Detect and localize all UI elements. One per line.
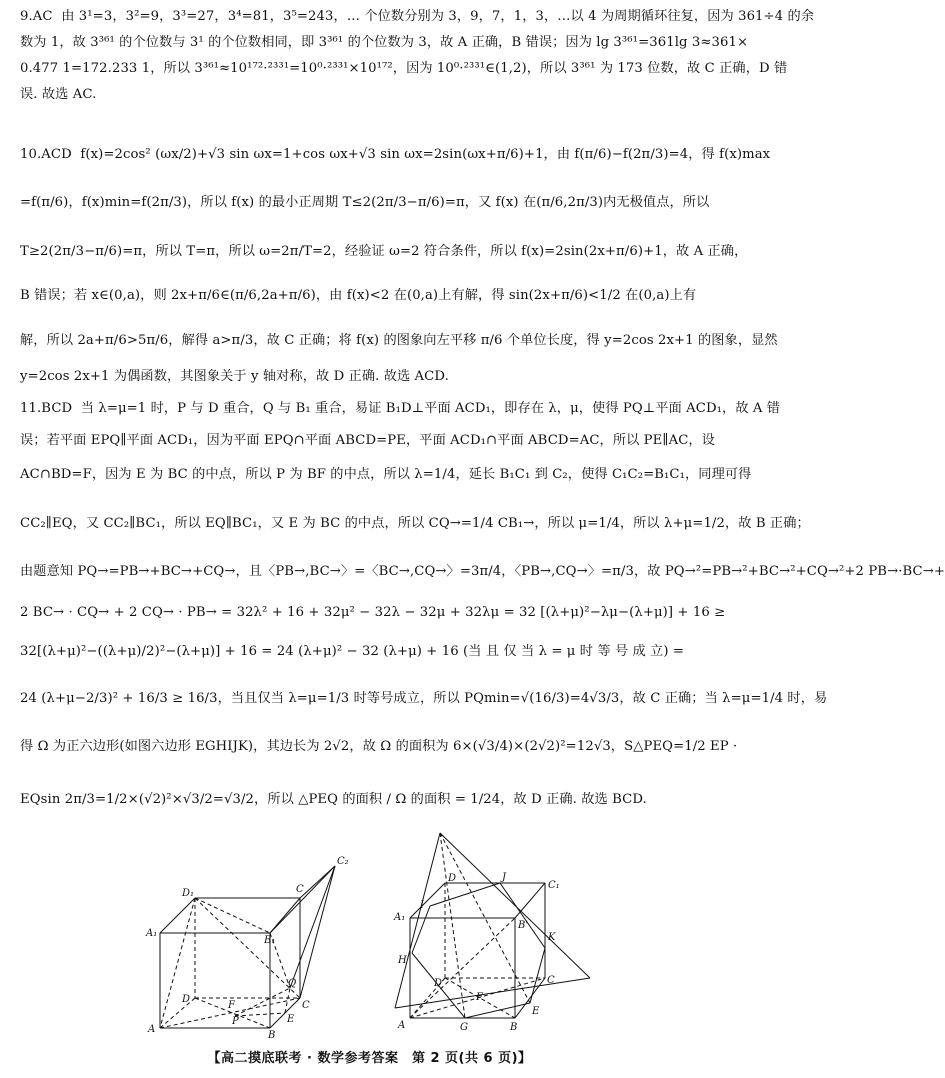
right-label-b1: B' bbox=[518, 920, 529, 931]
right-label-c: C bbox=[547, 975, 555, 986]
problem-10-line-6: y=2cos 2x+1 为偶函数，其图象关于 y 轴对称，故 D 正确. 故选 ACD. bbox=[20, 369, 449, 384]
problem-9-line-2: 数为 1，故 3³⁶¹ 的个位数与 3¹ 的个位数相同，即 3³⁶¹ 的个位数为 3，故 A 正确，B 错误；因为 lg 3³⁶¹=361lg 3≈361× bbox=[20, 35, 749, 50]
right-label-h: H bbox=[398, 955, 407, 966]
right-label-a: A bbox=[398, 1020, 406, 1031]
right-label-i: I bbox=[420, 900, 424, 911]
figure-right-cube bbox=[390, 828, 600, 1043]
left-label-e: E bbox=[287, 1014, 295, 1025]
problem-11-line-2: 误；若平面 EPQ∥平面 ACD₁，因为平面 EPQ∩平面 ABCD=PE，平面 ACD₁∩平面 ABCD=AC，所以 PE∥AC，设 bbox=[20, 433, 715, 448]
problem-11-line-3: AC∩BD=F，因为 E 为 BC 的中点，所以 P 为 BF 的中点，所以 λ=1/4，延长 B₁C₁ 到 C₂，使得 C₁C₂=B₁C₁，同理可得 bbox=[20, 467, 752, 482]
left-label-c2: C₂ bbox=[337, 856, 349, 867]
right-label-d1: D bbox=[448, 873, 457, 884]
figure-right-svg bbox=[390, 828, 600, 1043]
right-label-a1: A₁ bbox=[394, 912, 406, 923]
problem-11-line-10: EQsin 2π/3=1/2×(√2)²×√3/2=√3/2，所以 △PEQ 的面积 / Ω 的面积 = 1/24，故 D 正确. 故选 BCD. bbox=[20, 792, 647, 807]
right-label-g: G bbox=[460, 1022, 468, 1033]
right-label-k: K bbox=[548, 932, 556, 943]
problem-9-line-1: 9.AC 由 3¹=3，3²=9，3³=27，3⁴=81，3⁵=243，… 个位数分别为 3，9，7，1，3，…以 4 为周期循环往复，因为 361÷4 的余 bbox=[20, 9, 815, 24]
problem-10-line-3: T≥2(2π/3−π/6)=π，所以 T=π，所以 ω=2π/T=2，经验证 ω=2 符合条件，所以 f(x)=2sin(2x+π/6)+1，故 A 正确， bbox=[20, 244, 748, 259]
figure-left-cube bbox=[140, 828, 380, 1043]
problem-9-number: 9. bbox=[20, 9, 33, 24]
problem-9-answer: AC bbox=[32, 9, 53, 24]
problem-9-line-3: 0.477 1=172.233 1，所以 3³⁶¹≈10¹⁷²·²³³¹=10⁰·²³³¹×10¹⁷²，因为 10⁰·²³³¹∈(1,2)，所以 3³⁶¹ 为 173 位数，故 C 正确，D 错 bbox=[20, 61, 788, 76]
problem-11-line-5: 由题意知 PQ→=PB→+BC→+CQ→，且〈PB→,BC→〉=〈BC→,CQ→〉=3π/4，〈PB→,CQ→〉=π/3，故 PQ→²=PB→²+BC→²+CQ→²+2 PB→·BC→+ bbox=[20, 564, 945, 579]
problem-11-line-6: 2 BC→ · CQ→ + 2 CQ→ · PB→ = 32λ² + 16 + 32μ² − 32λ − 32μ + 32λμ = 32 [(λ+μ)²−λμ−(λ+μ)] + 16 ≥ bbox=[20, 605, 726, 620]
problem-10-line-4: B 错误；若 x∈(0,a)，则 2x+π/6∈(π/6,2a+π/6)，由 f(x)<2 在(0,a)上有解，得 sin(2x+π/6)<1/2 在(0,a)上有 bbox=[20, 288, 697, 303]
left-label-q: Q bbox=[288, 978, 297, 989]
problem-10-line-2: =f(π/6)，f(x)min=f(2π/3)，所以 f(x) 的最小正周期 T≤2(2π/3−π/6)=π，又 f(x) 在(π/6,2π/3)内无极值点，所以 bbox=[20, 195, 710, 210]
figures bbox=[0, 828, 739, 1043]
left-label-b: B bbox=[268, 1030, 276, 1041]
figure-left-svg bbox=[140, 828, 380, 1043]
left-label-d: D bbox=[182, 994, 191, 1005]
right-label-d: D bbox=[434, 978, 443, 989]
right-label-c1: C₁ bbox=[548, 880, 560, 891]
left-label-b1: B₁ bbox=[264, 935, 276, 946]
left-label-a1: A₁ bbox=[146, 928, 158, 939]
right-label-b: B bbox=[510, 1022, 518, 1033]
page-footer: 【高二摸底联考 · 数学参考答案 第 2 页(共 6 页)】 bbox=[207, 1051, 532, 1066]
problem-11-line-9: 得 Ω 为正六边形(如图六边形 EGHIJK)，其边长为 2√2，故 Ω 的面积为 6×(√3/4)×(2√2)²=12√3，S△PEQ=1/2 EP · bbox=[20, 739, 738, 754]
problem-10-number: 10. bbox=[20, 147, 42, 162]
problem-10-answer: ACD bbox=[41, 147, 72, 162]
left-label-p: P bbox=[232, 1016, 239, 1027]
problem-11-line-7: 32[(λ+μ)²−((λ+μ)/2)²−(λ+μ)] + 16 = 24 (λ+μ)² − 32 (λ+μ) + 16 (当 且 仅 当 λ = μ 时 等 号 成 立) = bbox=[20, 644, 685, 659]
problem-11-line-1: 11.BCD 当 λ=μ=1 时，P 与 D 重合，Q 与 B₁ 重合，易证 B₁D⊥平面 ACD₁，即存在 λ，μ，使得 PQ⊥平面 ACD₁，故 A 错 bbox=[20, 401, 781, 416]
left-label-f: F bbox=[228, 1000, 235, 1011]
problem-9-line-4: 误. 故选 AC. bbox=[20, 87, 97, 102]
left-label-a: A bbox=[148, 1024, 156, 1035]
problem-11-line-4: CC₂∥EQ，又 CC₂∥BC₁，所以 EQ∥BC₁，又 E 为 BC 的中点，所以 CQ→=1/4 CB₁→，所以 μ=1/4，所以 λ+μ=1/2，故 B 正确； bbox=[20, 516, 810, 531]
problem-11-line-8: 24 (λ+μ−2/3)² + 16/3 ≥ 16/3，当且仅当 λ=μ=1/3 时等号成立，所以 PQmin=√(16/3)=4√3/3，故 C 正确；当 λ=μ=1/4 时，易 bbox=[20, 691, 828, 706]
problem-11-number: 11. bbox=[20, 401, 42, 416]
right-label-f: F bbox=[476, 992, 483, 1003]
left-label-d1: D₁ bbox=[182, 888, 195, 899]
right-label-e: E bbox=[532, 1006, 540, 1017]
problem-11-answer: BCD bbox=[41, 401, 73, 416]
left-label-c1: C bbox=[296, 884, 304, 895]
problem-10-line-1: 10.ACD f(x)=2cos² (ωx/2)+√3 sin ωx=1+cos ωx+√3 sin ωx=2sin(ωx+π/6)+1，由 f(π/6)−f(2π/3)=4，得 f(x)max bbox=[20, 147, 771, 162]
right-label-j: J bbox=[502, 872, 507, 883]
left-label-c: C bbox=[302, 1000, 310, 1011]
problem-10-line-5: 解，所以 2a+π/6>5π/6，解得 a>π/3，故 C 正确；将 f(x) 的图象向左平移 π/6 个单位长度，得 y=2cos 2x+1 的图象，显然 bbox=[20, 333, 778, 348]
